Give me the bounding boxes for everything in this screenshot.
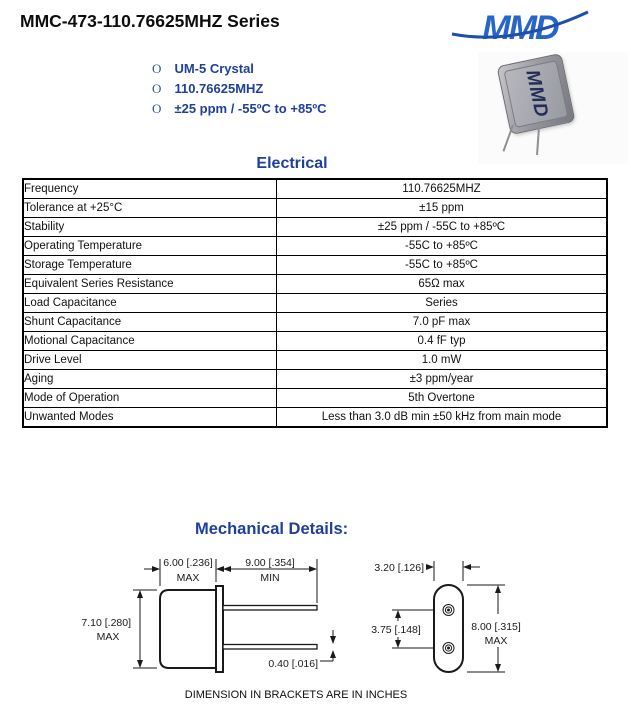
spec-param: Operating Temperature: [23, 237, 277, 256]
feature-text: ±25 ppm / -55ºC to +85ºC: [174, 101, 327, 116]
arrowhead-icon: [223, 566, 231, 572]
spec-param: Equivalent Series Resistance: [23, 275, 277, 294]
arrowhead-icon: [426, 564, 434, 570]
dim-lead-length-note: MIN: [260, 572, 280, 584]
dim-lead-thickness: 0.40 [.016]: [268, 658, 318, 670]
list-item: [152, 99, 327, 119]
arrowhead-icon: [495, 585, 501, 593]
table-row: [23, 218, 607, 237]
dim-height: 7.10 [.280]: [81, 617, 131, 629]
package-bottom-outline: [434, 585, 463, 672]
spec-value: Less than 3.0 dB min ±50 kHz from main mode: [277, 408, 608, 428]
spec-value: -55C to +85ºC: [277, 237, 608, 256]
spec-value: 5th Overtone: [277, 389, 608, 408]
dim-line: [133, 590, 157, 668]
feature-text: UM-5 Crystal: [174, 61, 254, 76]
table-row: [23, 199, 607, 218]
crystal-lead-left: [502, 125, 513, 152]
spec-param: Tolerance at +25°C: [23, 199, 277, 218]
table-row: [23, 389, 607, 408]
list-item: [152, 79, 327, 99]
table-row: [23, 332, 607, 351]
arrowhead-icon: [463, 564, 471, 570]
crystal-base-flange: [216, 586, 223, 672]
bullet-icon: O: [152, 81, 162, 96]
spec-value: 0.4 fF typ: [277, 332, 608, 351]
arrowhead-icon: [137, 590, 143, 598]
spec-param: Storage Temperature: [23, 256, 277, 275]
arrowhead-icon: [395, 610, 401, 618]
table-row: [23, 179, 607, 199]
extension-lines: [434, 561, 480, 581]
mmd-logo-graphic: [450, 4, 590, 52]
table-row: [23, 370, 607, 389]
table-row: [23, 294, 607, 313]
table-row: [23, 313, 607, 332]
crystal-lead-right: [536, 127, 540, 155]
spec-param: Motional Capacitance: [23, 332, 277, 351]
spec-value: -55C to +85ºC: [277, 256, 608, 275]
dim-body-width: 6.00 [.236]: [163, 557, 213, 569]
spec-param: Mode of Operation: [23, 389, 277, 408]
bottom-view-drawing: [368, 553, 528, 683]
crystal-face: [504, 60, 569, 128]
table-row: [23, 351, 607, 370]
spec-param: Load Capacitance: [23, 294, 277, 313]
list-item: [152, 59, 327, 79]
dim-body-width-note: MAX: [176, 572, 200, 584]
spec-value: 7.0 pF max: [277, 313, 608, 332]
bullet-icon: O: [152, 61, 162, 76]
spec-value: Series: [277, 294, 608, 313]
mmd-logo: [450, 4, 590, 52]
table-row: [23, 275, 607, 294]
table-row: [23, 256, 607, 275]
spec-param: Shunt Capacitance: [23, 313, 277, 332]
spec-value: 110.76625MHZ: [277, 179, 608, 199]
product-photo: [478, 52, 628, 164]
spec-param: Drive Level: [23, 351, 277, 370]
dim-lead-length: 9.00 [.354]: [245, 557, 295, 569]
arrowhead-icon: [395, 640, 401, 648]
dim-length: 8.00 [.315]: [471, 621, 521, 633]
table-row: [23, 237, 607, 256]
spec-value: ±15 ppm: [277, 199, 608, 218]
table-row: [23, 408, 607, 428]
arrowhead-icon: [330, 636, 336, 644]
dimension-note: DIMENSION IN BRACKETS ARE IN INCHES: [184, 689, 408, 701]
pin-center: [447, 647, 450, 650]
side-view-drawing: [55, 550, 345, 678]
arrowhead-icon: [137, 660, 143, 668]
spec-param: Unwanted Modes: [23, 408, 277, 428]
dim-length-note: MAX: [484, 635, 508, 647]
feature-list: [152, 59, 327, 119]
arrowhead-icon: [330, 650, 336, 658]
electrical-section-heading: Electrical: [256, 155, 328, 172]
mmd-logo-text: MMD: [482, 9, 558, 47]
electrical-spec-table: [22, 178, 608, 428]
crystal-package: [496, 53, 575, 135]
spec-value: ±25 ppm / -55C to +85ºC: [277, 218, 608, 237]
spec-value: 1.0 mW: [277, 351, 608, 370]
bullet-icon: O: [152, 101, 162, 116]
arrowhead-icon: [152, 566, 160, 572]
dim-height-note: MAX: [96, 631, 120, 643]
arrowhead-icon: [216, 566, 224, 572]
spec-param: Frequency: [23, 179, 277, 199]
spec-param: Stability: [23, 218, 277, 237]
mechanical-section-heading: Mechanical Details:: [195, 520, 349, 538]
spec-param: Aging: [23, 370, 277, 389]
arrowhead-icon: [495, 664, 501, 672]
bottom-lead: [223, 645, 317, 650]
pin-center: [447, 609, 450, 612]
dim-pin-spacing: 3.75 [.148]: [371, 624, 421, 636]
dim-width: 3.20 [.126]: [374, 562, 424, 574]
feature-text: 110.76625MHZ: [174, 81, 264, 96]
page-title: MMC-473-110.76625MHZ Series: [20, 11, 280, 31]
spec-value: ±3 ppm/year: [277, 370, 608, 389]
crystal-brand-label: MMD: [521, 68, 552, 120]
spec-value: 65Ω max: [277, 275, 608, 294]
top-lead: [223, 606, 317, 611]
arrowhead-icon: [309, 566, 317, 572]
crystal-body-outline: [160, 590, 216, 668]
